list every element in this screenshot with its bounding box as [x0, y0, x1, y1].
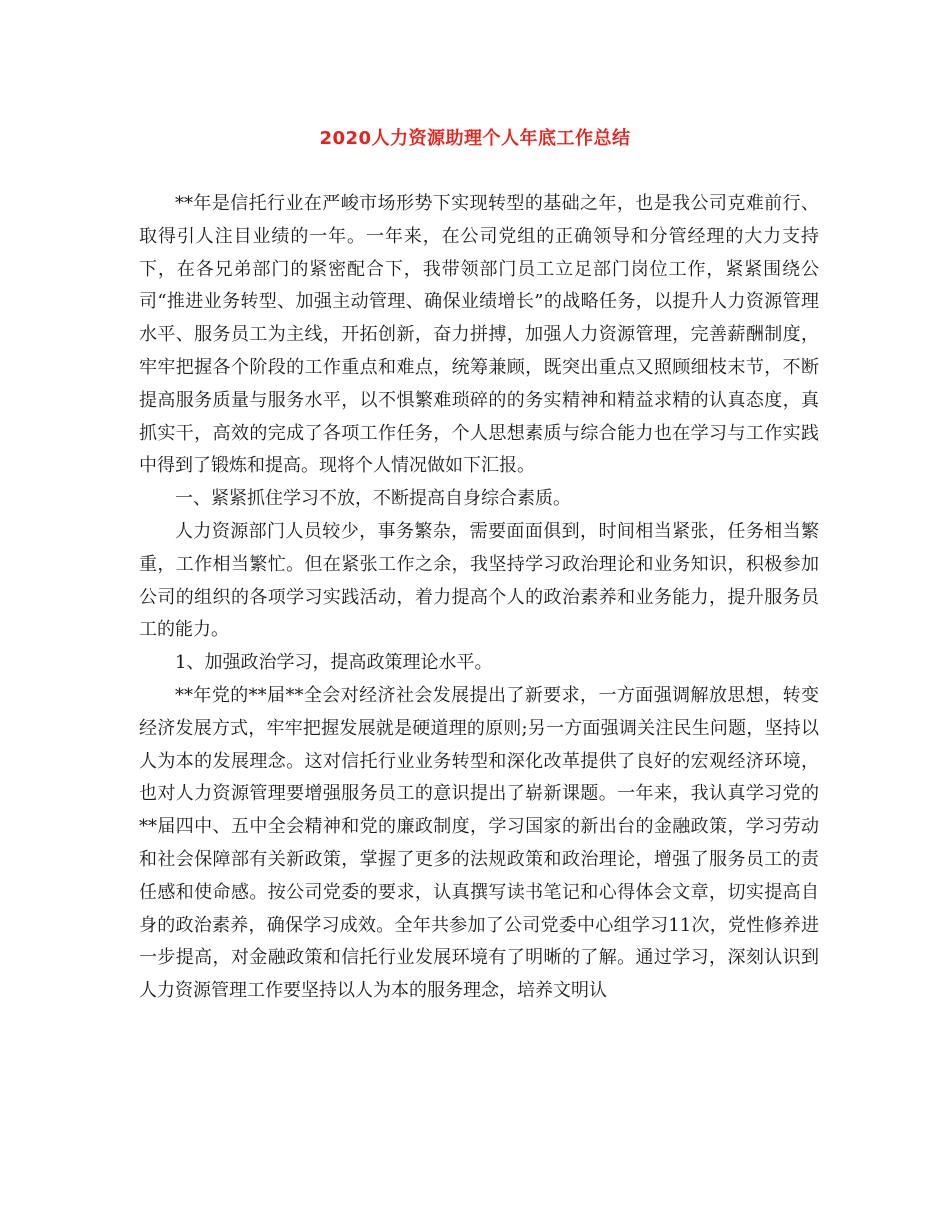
paragraph-section-1: 人力资源部门人员较少，事务繁杂，需要面面俱到，时间相当紧张，任务相当繁重，工作相当繁忙。但在紧张工作之余，我坚持学习政治理论和业务知识，积极参加公司的组织的各项学习实践活动，着力提高个人的政治素养和业务能力，提升服务员工的能力。 — [139, 520, 819, 641]
document-body — [139, 188, 819, 1008]
paragraph-intro: **年是信托行业在严峻市场形势下实现转型的基础之年，也是我公司克难前行、取得引人注目业绩的一年。一年来，在公司党组的正确领导和分管经理的大力支持下，在各兄弟部门的紧密配合下，我带领部门员工立足部门岗位工作，紧紧围绕公司“推进业务转型、加强主动管理、确保业绩增长”的战略任务，以提升人力资源管理水平、服务员工为主线，开拓创新，奋力拼搏，加强人力资源管理，完善薪酬制度，牢牢把握各个阶段的工作重点和难点，统筹兼顾，既突出重点又照顾细枝末节，不断提高服务质量与服务水平，以不惧繁难琐碎的的务实精神和精益求精的认真态度，真抓实干，高效的完成了各项工作任务，个人思想素质与综合能力也在学习与工作实践中得到了锻炼和提高。现将个人情况做如下汇报。 — [139, 193, 819, 477]
section-heading-1: 一、紧紧抓住学习不放，不断提高自身综合素质。 — [175, 488, 571, 510]
document-title: 2020人力资源助理个人年底工作总结 — [319, 128, 631, 149]
paragraph-subsection-1: **年党的**届**全会对经济社会发展提出了新要求，一方面强调解放思想，转变经济发展方式，牢牢把握发展就是硬道理的原则;另一方面强调关注民生问题，坚持以人为本的发展理念。这对信托行业业务转型和深化改革提供了良好的宏观经济环境，也对人力资源管理要增强服务员工的意识提出了崭新课题。一年来，我认真学习党的**届四中、五中全会精神和党的廉政制度，学习国家的新出台的金融政策，学习劳动和社会保障部有关新政策，掌握了更多的法规政策和政治理论，增强了服务员工的责任感和使命感。按公司党委的要求，认真撰写读书笔记和心得体会文章，切实提高自身的政治素养，确保学习成效。全年共参加了公司党委中心组学习11次，党性修养进一步提高，对金融政策和信托行业发展环境有了明晰的了解。通过学习，深刻认识到人力资源管理工作要坚持以人为本的服务理念，培养文明认 — [139, 684, 819, 1002]
subsection-heading-1: 1、加强政治学习，提高政策理论水平。 — [175, 652, 493, 674]
